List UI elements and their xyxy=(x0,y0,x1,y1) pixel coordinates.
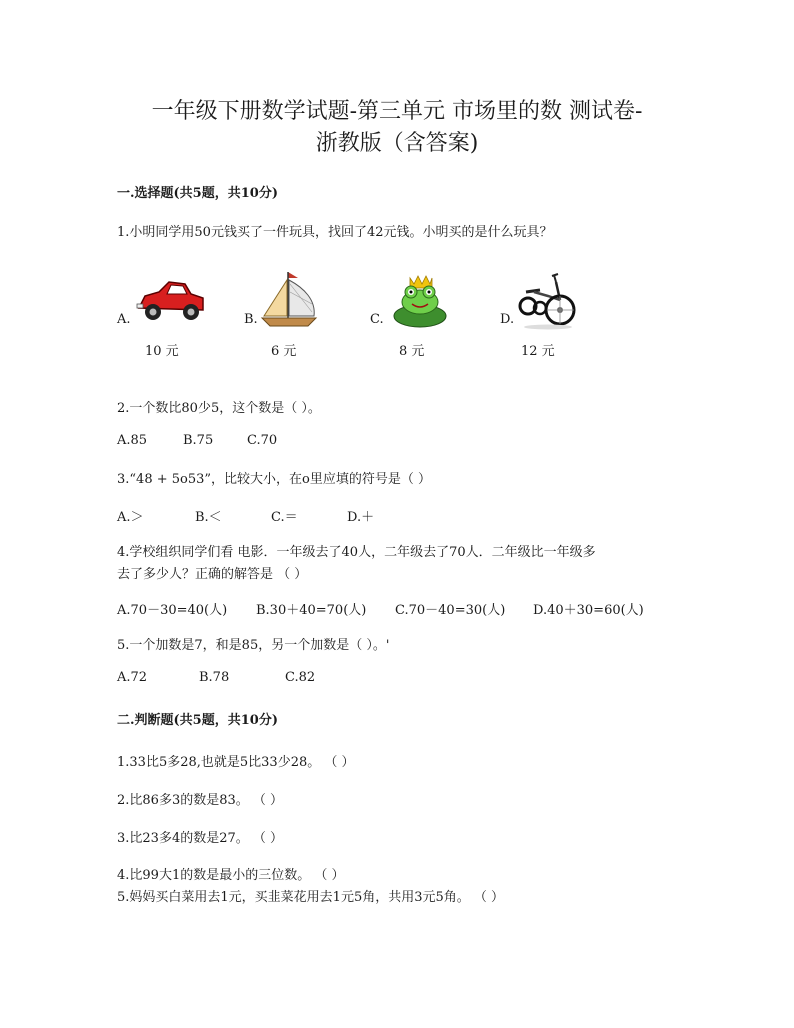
judge-item-1: 1.33比5多28,也就是5比33少28。 （ ） xyxy=(117,755,355,770)
judge-item-4: 4.比99大1的数是最小的三位数。 （ ） xyxy=(117,868,345,883)
tricycle-icon xyxy=(518,272,578,330)
sailboat-icon xyxy=(258,270,320,330)
question-3-option-b: B.＜ xyxy=(195,510,222,525)
option-b-price: 6 元 xyxy=(271,344,297,359)
question-5-option-c: C.82 xyxy=(285,670,316,685)
question-4-text-line1: 4.学校组织同学们看 电影．一年级去了40人，二年级去了70人．二年级比一年级多 xyxy=(117,545,596,560)
question-4-option-a: A.70－30=40(人) xyxy=(117,603,228,618)
question-5-options xyxy=(117,670,315,685)
option-a-letter: A. xyxy=(117,312,131,327)
section-heading-judge: 二.判断题(共5题，共10分) xyxy=(117,713,278,728)
document-title-line1: 一年级下册数学试题-第三单元 市场里的数 测试卷- xyxy=(151,99,643,124)
question-3-option-d: D.＋ xyxy=(347,510,375,525)
question-1-picture-options xyxy=(117,268,677,368)
section-heading-choice: 一.选择题(共5题，共10分) xyxy=(117,186,278,201)
question-2-text: 2.一个数比80少5，这个数是（ ）。 xyxy=(117,401,321,416)
question-1-text: 1.小明同学用50元钱买了一件玩具，找回了42元钱。小明买的是什么玩具？ xyxy=(117,225,553,240)
question-2-option-b: B.75 xyxy=(183,433,214,448)
option-b-letter: B. xyxy=(244,312,258,327)
question-4-option-b: B.30＋40=70(人) xyxy=(256,603,367,618)
question-4-option-d: D.40＋30=60(人) xyxy=(533,603,644,618)
document-title-line2: 浙教版（含答案) xyxy=(315,131,479,156)
judge-item-3: 3.比23多4的数是27。 （ ） xyxy=(117,831,284,846)
frog-icon xyxy=(392,272,448,330)
option-d-letter: D. xyxy=(500,312,515,327)
question-4-text-line2: 去了多少人？正确的解答是 （ ） xyxy=(117,567,308,582)
question-2-options xyxy=(117,433,277,448)
question-4-option-c: C.70－40=30(人) xyxy=(395,603,506,618)
question-3-options xyxy=(117,506,374,525)
question-5-option-a: A.72 xyxy=(117,670,148,685)
option-c-price: 8 元 xyxy=(399,344,425,359)
toy-car-icon xyxy=(135,276,207,326)
judge-item-2: 2.比86多3的数是83。 （ ） xyxy=(117,793,284,808)
judge-item-5: 5.妈妈买白菜用去1元，买韭菜花用去1元5角，共用3元5角。 （ ） xyxy=(117,890,505,905)
question-3-text: 3.“48 + 5o53”，比较大小，在o里应填的符号是（ ） xyxy=(117,472,431,487)
option-a-price: 10 元 xyxy=(145,344,179,359)
question-5-text: 5.一个加数是7，和是85，另一个加数是（ ）。' xyxy=(117,638,390,653)
question-2-option-c: C.70 xyxy=(247,433,278,448)
question-4-options xyxy=(117,599,644,618)
question-5-option-b: B.78 xyxy=(199,670,230,685)
question-2-option-a: A.85 xyxy=(117,433,148,448)
option-c-letter: C. xyxy=(370,312,384,327)
question-3-option-a: A.＞ xyxy=(117,510,144,525)
question-3-option-c: C.＝ xyxy=(271,510,298,525)
option-d-price: 12 元 xyxy=(521,344,555,359)
